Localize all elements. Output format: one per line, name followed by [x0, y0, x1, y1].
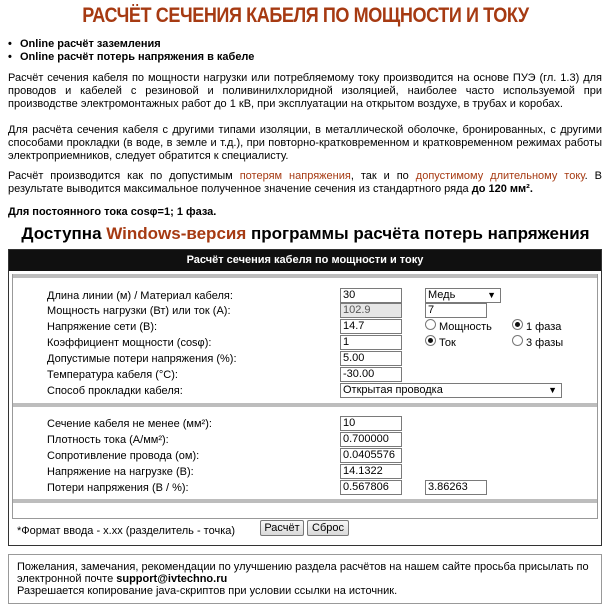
footer-box	[8, 554, 602, 604]
radio-phase-3[interactable]	[512, 335, 523, 346]
radio-phase-1[interactable]	[512, 319, 523, 330]
temp-label: Температура кабеля (°С):	[47, 369, 178, 381]
link-voltage-loss[interactable]: потерям напряжения	[239, 170, 351, 182]
cos-label: Коэффициент мощности (cosφ):	[47, 337, 212, 349]
calculator-header: Расчёт сечения кабеля по мощности и току	[9, 250, 601, 271]
calculator-panel	[8, 249, 602, 546]
footer-feedback	[17, 561, 593, 585]
footer-text-1: Пожелания, замечания, рекомендации по улучшению раздела расчётов на нашем сайте просьба присылать по электронной почте	[17, 561, 589, 585]
dc-note: Для постоянного тока cosφ=1; 1 фаза.	[8, 206, 217, 218]
radio-current[interactable]	[425, 335, 436, 346]
material-value: Медь	[428, 289, 456, 301]
length-input[interactable]: 30	[340, 288, 402, 303]
resistance-label: Сопротивление провода (ом):	[47, 450, 200, 462]
windows-version-promo	[0, 224, 611, 244]
density-label: Плотность тока (А/мм²):	[47, 434, 169, 446]
material-select[interactable]	[425, 288, 501, 303]
load-power-input[interactable]: 102.9	[340, 303, 402, 318]
cos-input[interactable]: 1	[340, 335, 402, 350]
promo-text-1: Доступна	[21, 224, 102, 243]
density-output: 0.700000	[340, 432, 402, 447]
windows-version-link[interactable]: Windows-версия	[106, 224, 247, 243]
promo-text-2: программы расчёта потерь напряжения	[251, 224, 590, 243]
radio-phase-3-label: 3 фазы	[526, 337, 564, 349]
calc-bold: до 120 мм².	[471, 183, 533, 195]
drop-volts-output: 0.567806	[340, 480, 402, 495]
radio-phase-1-label: 1 фаза	[526, 321, 562, 333]
bottom-separator	[13, 499, 597, 503]
dropdown-arrow-icon: ▼	[487, 290, 496, 300]
loss-label: Допустимые потери напряжения (%):	[47, 353, 237, 365]
calc-text-2: , так и по	[350, 170, 409, 182]
loss-input[interactable]: 5.00	[340, 351, 402, 366]
radio-power-label: Мощность	[439, 321, 492, 333]
method-select[interactable]	[340, 383, 562, 398]
load-label: Мощность нагрузки (Вт) или ток (А):	[47, 305, 231, 317]
drop-label: Потери напряжения (В / %):	[47, 482, 189, 494]
format-note: *Формат ввода - x.xx (разделитель - точка)	[17, 525, 236, 537]
resistance-output: 0.0405576	[340, 448, 402, 463]
load-current-input[interactable]: 7	[425, 303, 487, 318]
link-voltage-loss-calc[interactable]: • Online расчёт потерь напряжения в кабеле	[8, 51, 254, 64]
method-value: Открытая проводка	[343, 384, 443, 396]
method-label: Способ прокладки кабеля:	[47, 385, 183, 397]
calc-method-paragraph	[8, 170, 602, 196]
middle-separator	[13, 403, 597, 407]
length-label: Длина линии (м) / Материал кабеля:	[47, 290, 233, 302]
voltage-input[interactable]: 14.7	[340, 319, 402, 334]
link-continuous-current[interactable]: допустимому длительному току	[415, 170, 585, 182]
footer-copyright: Разрешается копирование java-скриптов при условии ссылки на источник.	[17, 585, 398, 597]
drop-percent-output: 3.86263	[425, 480, 487, 495]
load-voltage-output: 14.1322	[340, 464, 402, 479]
voltage-label: Напряжение сети (В):	[47, 321, 158, 333]
section-output: 10	[340, 416, 402, 431]
page-title: РАСЧЁТ СЕЧЕНИЯ КАБЕЛЯ ПО МОЩНОСТИ И ТОКУ	[82, 4, 529, 27]
section-label: Сечение кабеля не менее (мм²):	[47, 418, 212, 430]
footer-email-link[interactable]: support@ivtechno.ru	[116, 573, 228, 585]
dropdown-arrow-icon: ▼	[548, 385, 557, 395]
radio-current-label: Ток	[439, 337, 456, 349]
link-grounding-calc[interactable]: • Online расчёт заземления	[8, 38, 254, 51]
reset-button[interactable]: Сброс	[307, 520, 349, 536]
top-separator	[13, 274, 597, 278]
temp-input[interactable]: -30.00	[340, 367, 402, 382]
related-links	[8, 38, 254, 64]
calc-text-3: . В результате выводится максимальное полученное значение сечения из стандартного ряда	[8, 170, 603, 195]
other-types-paragraph: Для расчёта сечения кабеля с другими типами изоляции, в металлической оболочке, бронированных, с другими способами прокладки (в воде, в земле и т.д.), при повторно-кратковременном и кратковременном режимах работы электроприемников, следует обратится к специалисту.	[8, 124, 602, 162]
load-voltage-label: Напряжение на нагрузке (В):	[47, 466, 194, 478]
calculate-button[interactable]: Расчёт	[260, 520, 304, 536]
intro-paragraph: Расчёт сечения кабеля по мощности нагрузки или потребляемому току производится на основе ПУЭ (гл. 1.3) для проводов и кабелей с резиновой и поливинилхлоридной изоляцией, наиболее часто используемой при производстве электромонтажных работ до 1 кВ, при эксплуатации на открытом воздухе, в трубах и коробах.	[8, 72, 602, 110]
radio-power[interactable]	[425, 319, 436, 330]
calc-text-1: Расчёт производится как по допустимым	[8, 170, 233, 182]
